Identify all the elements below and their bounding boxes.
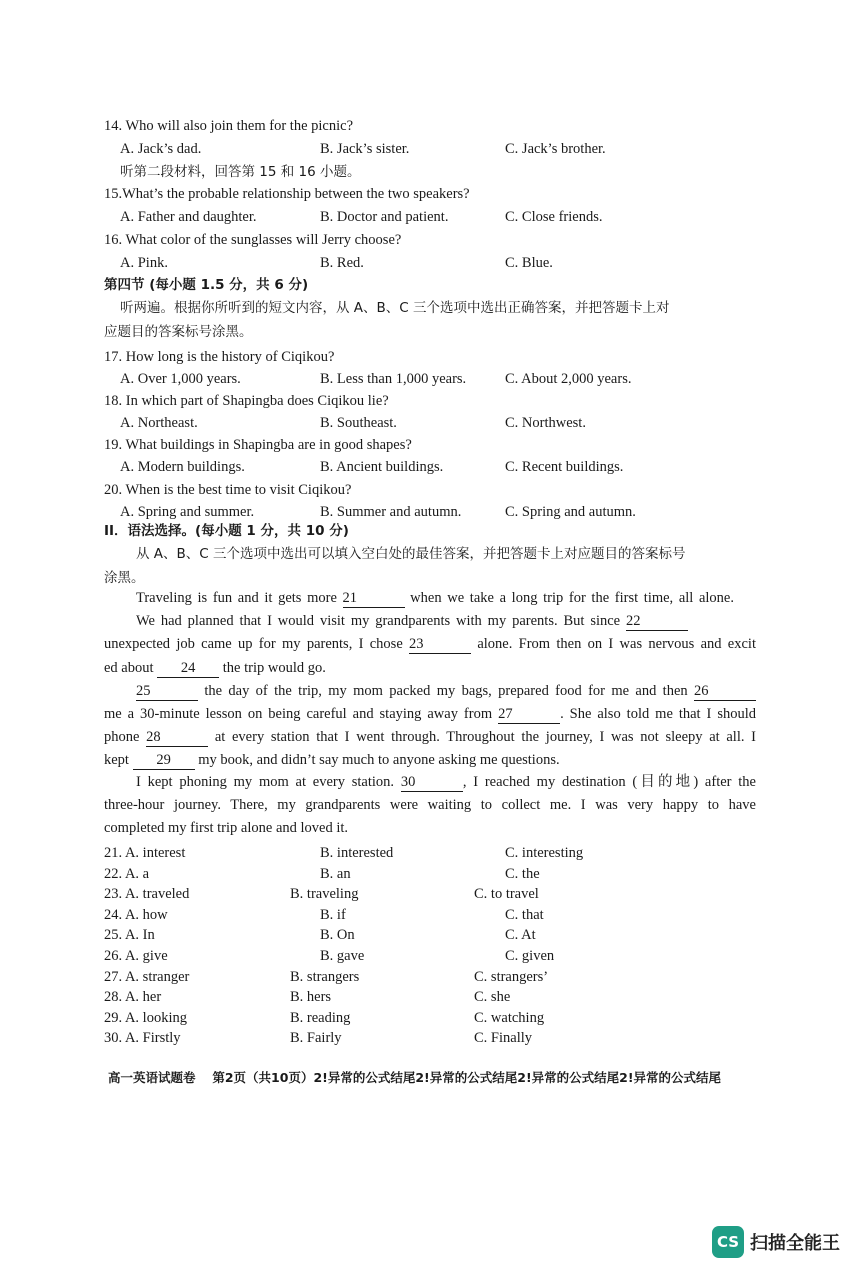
option-c: C. Northwest. (505, 415, 586, 431)
grammar-instruction-line1: 从 A、B、C 三个选项中选出可以填入空白处的最佳答案，并把答题卡上对应题目的答案标号 (136, 546, 686, 562)
option-c: C. Jack’s brother. (505, 141, 606, 157)
passage-line: phone 28 at every station that I went through. Throughout the journey, I was not sleepy at all. I (104, 729, 757, 745)
choice-b: B. if (320, 906, 346, 923)
choice-a: 24. A. how (104, 906, 168, 923)
choice-b: B. traveling (290, 886, 359, 903)
question-text: 17. How long is the history of Ciqikou? (104, 349, 335, 365)
choice-b: B. gave (320, 948, 365, 964)
choice-a: 28. A. her (104, 989, 162, 1006)
blank-24: 24 (157, 660, 219, 678)
choice-c: C. given (505, 948, 555, 964)
option-b: B. Doctor and patient. (320, 209, 449, 225)
option-c: C. About 2,000 years. (505, 371, 632, 387)
question-text: 14. Who will also join them for the picnic? (104, 118, 353, 134)
option-b: B. Less than 1,000 years. (320, 371, 467, 387)
choice-a: 25. A. In (104, 927, 155, 944)
question-text: 16. What color of the sunglasses will Jerry choose? (104, 232, 402, 248)
question-text: 19. What buildings in Shapingba are in good shapes? (104, 437, 412, 453)
listening-material-note: 听第二段材料，回答第 15 和 16 小题。 (120, 164, 361, 180)
choice-c: C. strangers’ (474, 968, 549, 985)
choice-c: C. she (474, 989, 511, 1006)
option-a: A. Northeast. (120, 415, 198, 431)
option-a: A. Pink. (120, 255, 168, 271)
section-four-instruction-line1: 听两遍。根据你所听到的短文内容，从 A、B、C 三个选项中选出正确答案，并把答题卡上对 (120, 300, 670, 316)
blank-30: 30 (401, 774, 463, 792)
blank-26: 26 (694, 683, 756, 701)
choice-a: 27. A. stranger (104, 968, 190, 985)
choice-b: B. strangers (290, 968, 360, 985)
blank-28: 28 (146, 729, 208, 747)
choice-c: C. the (505, 865, 540, 882)
passage-line: 25 the day of the trip, my mom packed my bags, prepared food for me and then 26 (136, 681, 756, 701)
choice-a: 23. A. traveled (104, 886, 190, 903)
option-a: A. Spring and summer. (120, 504, 255, 520)
option-b: B. Ancient buildings. (320, 459, 444, 475)
option-c: C. Close friends. (505, 209, 603, 225)
choice-b: B. Fairly (290, 1030, 342, 1047)
question-text: 20. When is the best time to visit Ciqikou? (104, 482, 352, 498)
blank-23: 23 (409, 636, 471, 654)
choice-a: 26. A. give (104, 948, 168, 964)
blank-27: 27 (498, 706, 560, 724)
camscanner-watermark-text: 扫描全能王 (750, 1233, 840, 1254)
page-footer: 高一英语试题卷 第2页（共10页）2!异常的公式结尾2!异常的公式结尾2!异常的公式结尾2!异常的公式结尾 (108, 1070, 722, 1085)
option-b: B. Jack’s sister. (320, 141, 410, 157)
choice-a: 30. A. Firstly (104, 1030, 181, 1047)
choice-a: 22. A. a (104, 865, 150, 882)
blank-29: 29 (133, 752, 195, 770)
option-a: A. Modern buildings. (120, 459, 245, 475)
option-a: A. Father and daughter. (120, 209, 257, 225)
choice-a: 21. A. interest (104, 845, 186, 861)
choice-c: C. that (505, 906, 544, 923)
blank-22: 22 (626, 613, 688, 631)
camscanner-logo: CS (712, 1226, 744, 1258)
option-c: C. Recent buildings. (505, 459, 624, 475)
choice-c: C. watching (474, 1009, 545, 1026)
option-b: B. Red. (320, 255, 364, 271)
option-a: A. Jack’s dad. (120, 141, 202, 157)
choice-b: B. On (320, 927, 355, 944)
passage-line: unexpected job came up for my parents, I chose 23 alone. From then on I was nervous and excit (104, 636, 756, 652)
section-four-instruction-line2: 应题目的答案标号涂黑。 (104, 324, 253, 340)
option-b: B. Southeast. (320, 415, 397, 431)
passage-line: completed my first trip alone and loved it. (104, 820, 349, 836)
choice-c: C. interesting (505, 845, 584, 861)
option-c: C. Blue. (505, 255, 553, 271)
choice-c: C. At (505, 927, 536, 944)
option-c: C. Spring and autumn. (505, 504, 636, 520)
passage-line: three-hour journey. There, my grandparents were waiting to collect me. I was very happy to have (104, 797, 756, 813)
section-four-title: 第四节 (每小题 1.5 分，共 6 分) (104, 277, 309, 293)
grammar-instruction-line2: 涂黑。 (104, 570, 145, 586)
choice-b: B. interested (320, 845, 394, 861)
choice-c: C. Finally (474, 1030, 533, 1047)
passage-line: We had planned that I would visit my grandparents with my parents. But since 22 (136, 611, 688, 631)
choice-c: C. to travel (474, 886, 539, 903)
question-text: 15.What’s the probable relationship between the two speakers? (104, 186, 470, 202)
blank-21: 21 (343, 590, 405, 608)
grammar-section-title: II．语法选择。(每小题 1 分，共 10 分) (104, 523, 349, 539)
question-text: 18. In which part of Shapingba does Ciqikou lie? (104, 393, 389, 409)
passage-line: me a 30-minute lesson on being careful and staying away from 27 . She also told me that I should (104, 706, 756, 722)
option-a: A. Over 1,000 years. (120, 371, 241, 387)
choice-b: B. hers (290, 989, 332, 1006)
passage-line: Traveling is fun and it gets more 21 when we take a long trip for the first time, all alone. (136, 590, 734, 606)
passage-line: kept 29 my book, and didn’t say much to anyone asking me questions. (104, 752, 560, 768)
passage-line: I kept phoning my mom at every station. 30 , I reached my destination (目的地) after the (136, 774, 756, 790)
choice-b: B. an (320, 865, 351, 882)
choice-a: 29. A. looking (104, 1009, 187, 1026)
option-b: B. Summer and autumn. (320, 504, 462, 520)
passage-line: ed about 24 the trip would go. (104, 660, 326, 676)
choice-b: B. reading (290, 1009, 351, 1026)
blank-25: 25 (136, 683, 198, 701)
